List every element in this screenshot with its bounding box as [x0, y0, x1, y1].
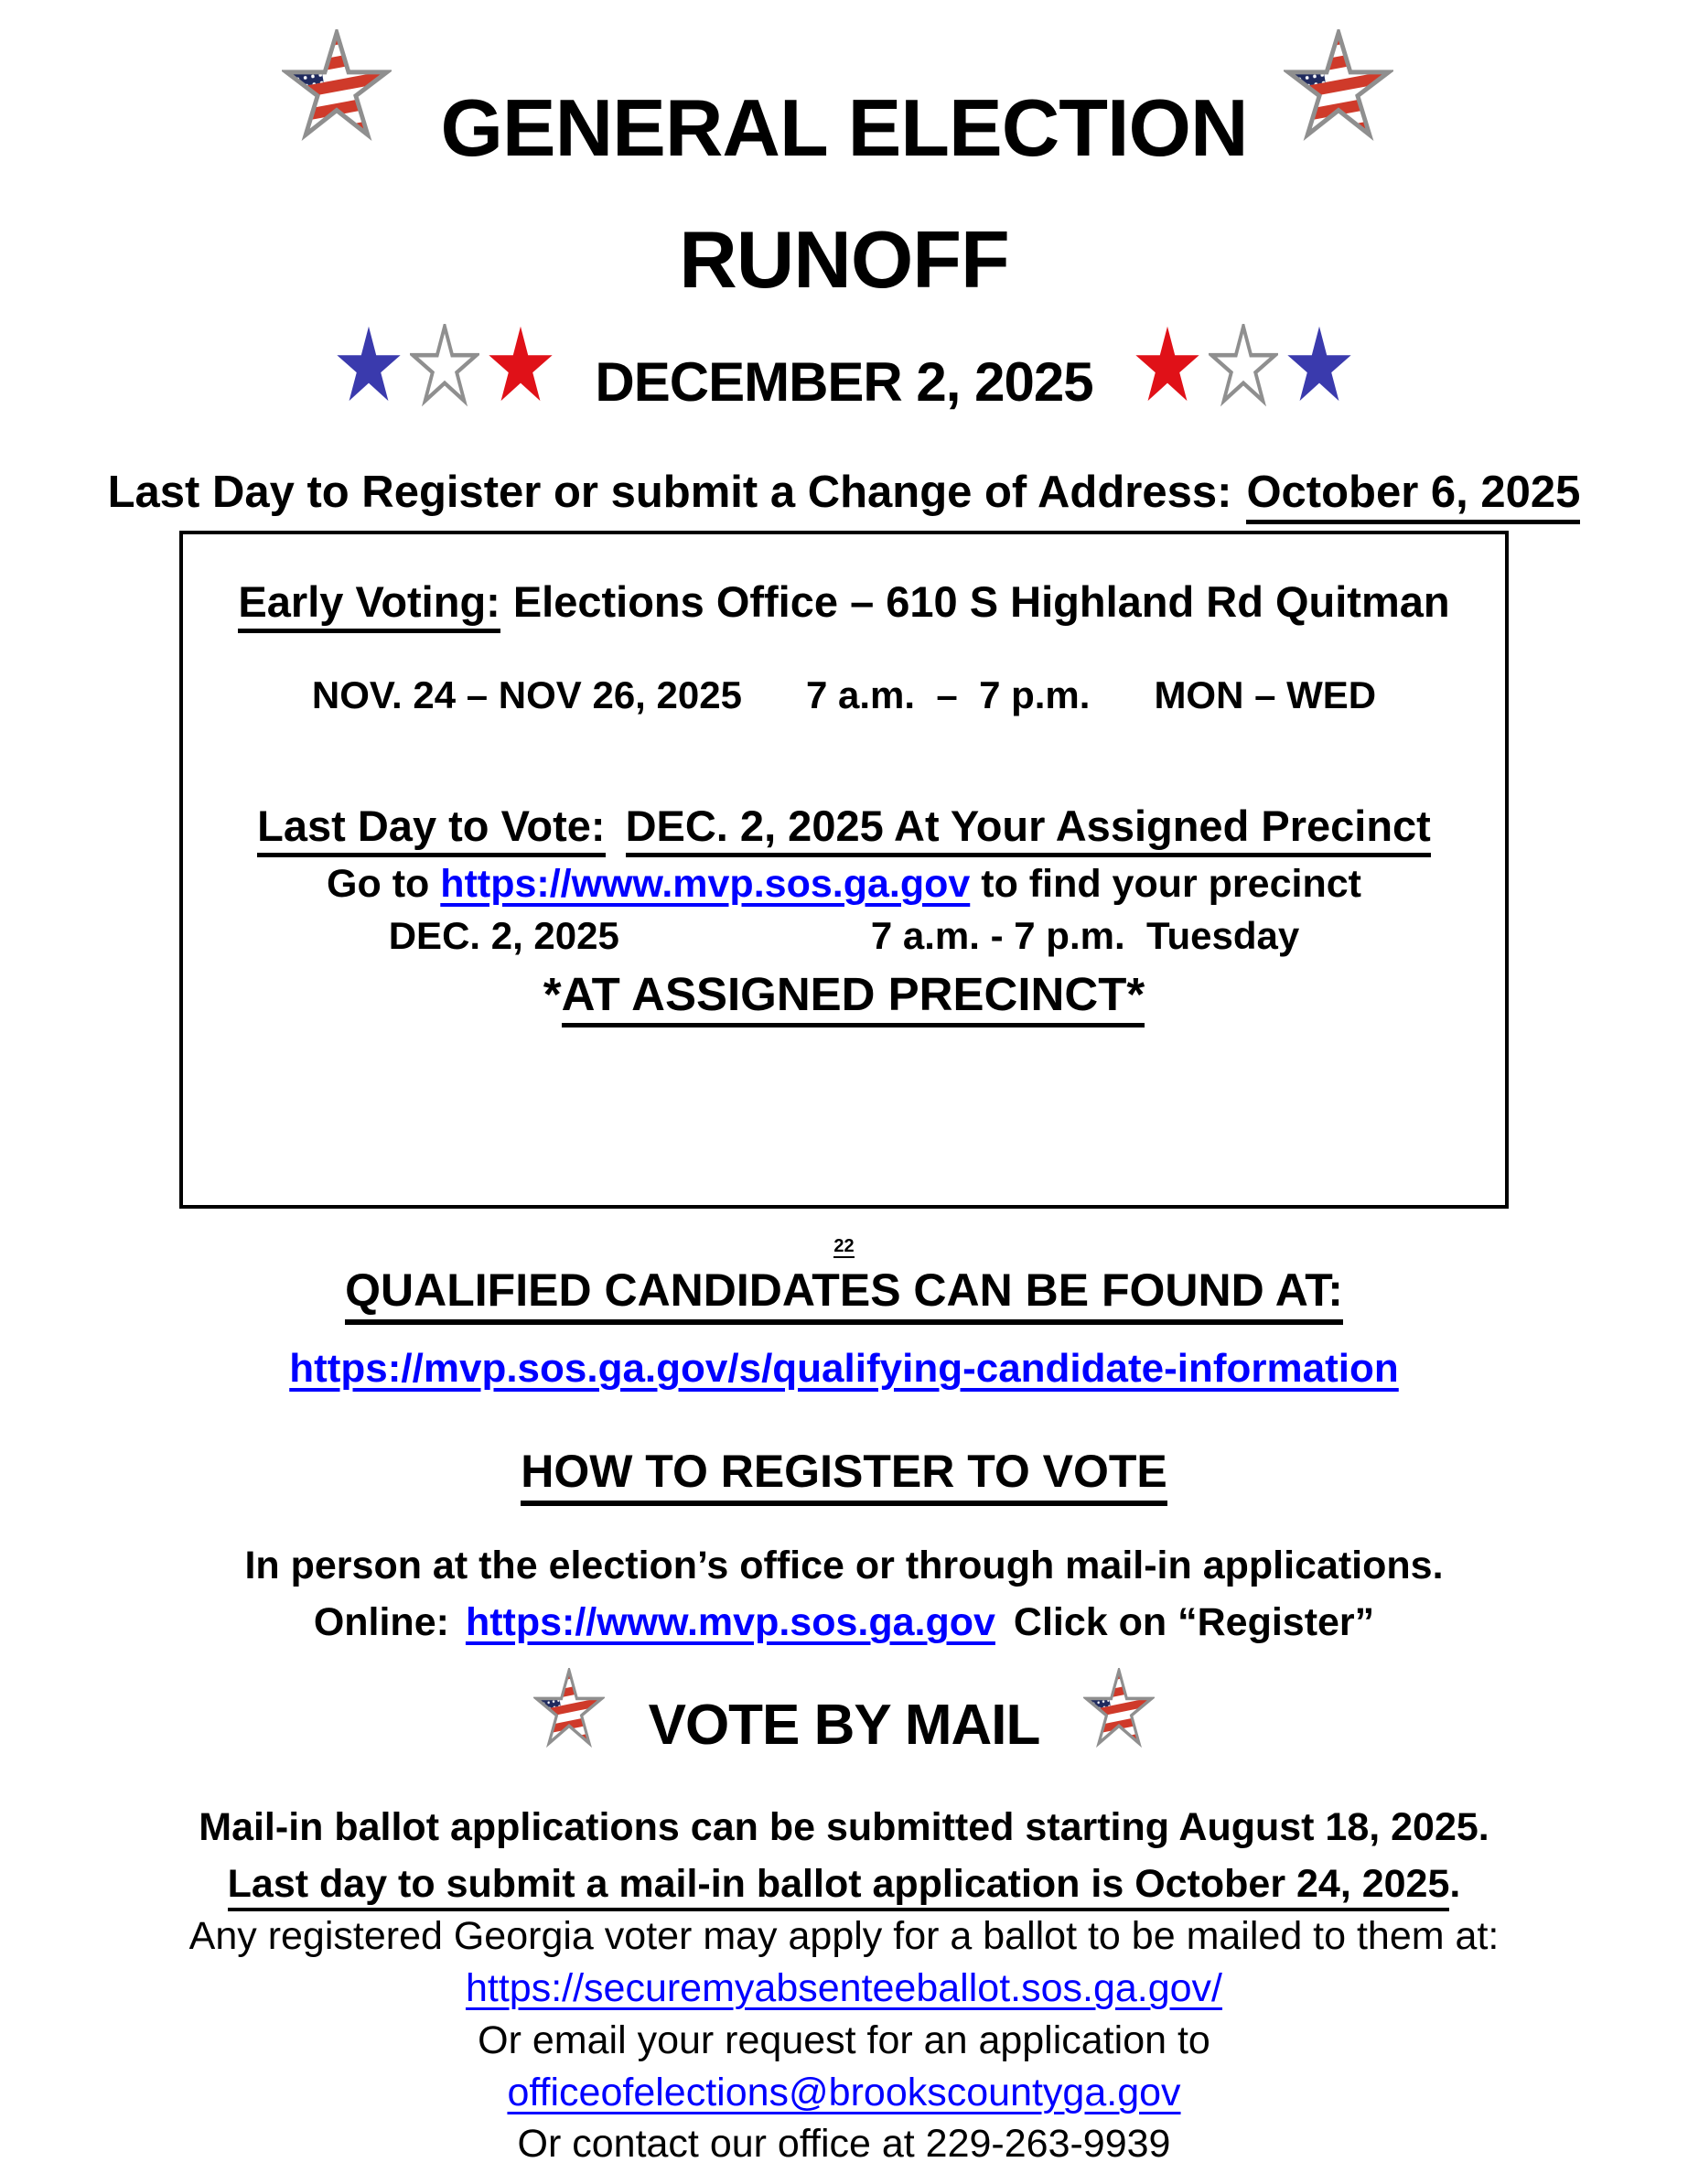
election-day-hours: 7 a.m. - 7 p.m. Tuesday: [870, 914, 1300, 958]
registration-deadline-label: Last Day to Register or submit a Change of Address:: [107, 468, 1232, 517]
flag-star-icon: [282, 29, 392, 145]
online-instruction: Click on “Register”: [1013, 1600, 1375, 1645]
early-voting-box: [179, 531, 1509, 1209]
election-day-date: DEC. 2, 2025: [388, 914, 619, 958]
last-day-to-vote-label: Last Day to Vote:: [257, 802, 605, 857]
phone-contact-line: Or contact our office at 229-263-9939: [517, 2122, 1171, 2167]
how-to-register-heading: [0, 1443, 1688, 1501]
mail-ballot-deadline-text: Last day to submit a mail-in ballot application is October 24, 2025: [228, 1862, 1450, 1911]
flag-star-icon: [1083, 1668, 1155, 1750]
mail-ballot-start-line: Mail-in ballot applications can be submitted starting August 18, 2025.: [199, 1804, 1489, 1849]
early-voting-heading: [183, 576, 1505, 628]
blue-star-icon: [334, 324, 403, 408]
apply-ballot-line: Any registered Georgia voter may apply for a ballot to be mailed to them at:: [188, 1914, 1500, 1959]
date-banner: [0, 324, 1688, 413]
absentee-ballot-link[interactable]: https://securemyabsenteeballot.sos.ga.gov/: [465, 1966, 1223, 2011]
register-online-line: [0, 1598, 1688, 1648]
find-precinct-post: to find your precinct: [981, 861, 1361, 906]
silver-star-icon: [410, 324, 479, 408]
last-day-to-vote-detail: DEC. 2, 2025 At Your Assigned Precinct: [626, 802, 1431, 857]
red-star-icon: [1133, 324, 1202, 408]
assigned-precinct-text: AT ASSIGNED PRECINCT*: [562, 968, 1145, 1027]
election-date: DECEMBER 2, 2025: [595, 351, 1093, 413]
early-voting-dates: NOV. 24 – NOV 26, 2025: [311, 672, 742, 716]
mvp-register-link[interactable]: https://www.mvp.sos.ga.gov: [465, 1600, 995, 1645]
last-day-to-vote-line: [183, 801, 1505, 852]
registration-deadline-line: [0, 467, 1688, 518]
title-line-2: RUNOFF: [679, 214, 1009, 305]
blue-star-icon: [1285, 324, 1354, 408]
qualified-candidates-heading: [0, 1262, 1688, 1319]
vote-by-mail-heading: VOTE BY MAIL: [648, 1693, 1040, 1757]
early-voting-location: Elections Office – 610 S Highland Rd Quitman: [512, 577, 1450, 627]
footnote-marker: [0, 1234, 1688, 1258]
registration-deadline-date: October 6, 2025: [1246, 468, 1580, 524]
title-line-1: GENERAL ELECTION: [440, 82, 1248, 173]
red-star-icon: [486, 324, 555, 408]
qualified-candidates-link-line: [0, 1343, 1688, 1393]
mvp-precinct-link[interactable]: https://www.mvp.sos.ga.gov: [440, 861, 971, 906]
office-email-link[interactable]: officeofelections@brookscountyga.gov: [507, 2070, 1181, 2114]
absentee-link-line: [0, 1963, 1688, 2015]
footnote-number: 22: [833, 1236, 855, 1257]
qualifying-candidate-link[interactable]: https://mvp.sos.ga.gov/s/qualifying-candidate-information: [289, 1345, 1399, 1391]
mail-ballot-deadline-line: [0, 1860, 1688, 1910]
find-precinct-line: [183, 860, 1505, 909]
qualified-candidates-text: QUALIFIED CANDIDATES CAN BE FOUND AT:: [345, 1264, 1343, 1325]
email-request-line: Or email your request for an application to: [478, 2017, 1210, 2062]
early-voting-label: Early Voting:: [238, 577, 500, 633]
register-in-person-line: In person at the election’s office or through mail-in applications.: [244, 1544, 1444, 1588]
flag-star-icon: [533, 1668, 605, 1750]
email-link-line: [0, 2067, 1688, 2119]
mail-ballot-deadline-period: .: [1449, 1861, 1461, 1906]
early-voting-hours: 7 a.m. – 7 p.m.: [805, 672, 1091, 716]
early-voting-schedule: [183, 672, 1505, 718]
page-title: [0, 0, 1688, 305]
how-to-register-text: HOW TO REGISTER TO VOTE: [521, 1446, 1167, 1506]
early-voting-days: MON – WED: [1154, 672, 1377, 716]
assigned-precinct-prefix: *: [543, 967, 562, 1020]
silver-star-icon: [1209, 324, 1278, 408]
election-day-line: [183, 912, 1505, 961]
vote-by-mail-banner: [0, 1668, 1688, 1757]
find-precinct-pre: Go to: [327, 861, 430, 906]
online-label: Online:: [313, 1600, 449, 1645]
flag-star-icon: [1284, 29, 1393, 145]
assigned-precinct-line: [183, 964, 1505, 1025]
